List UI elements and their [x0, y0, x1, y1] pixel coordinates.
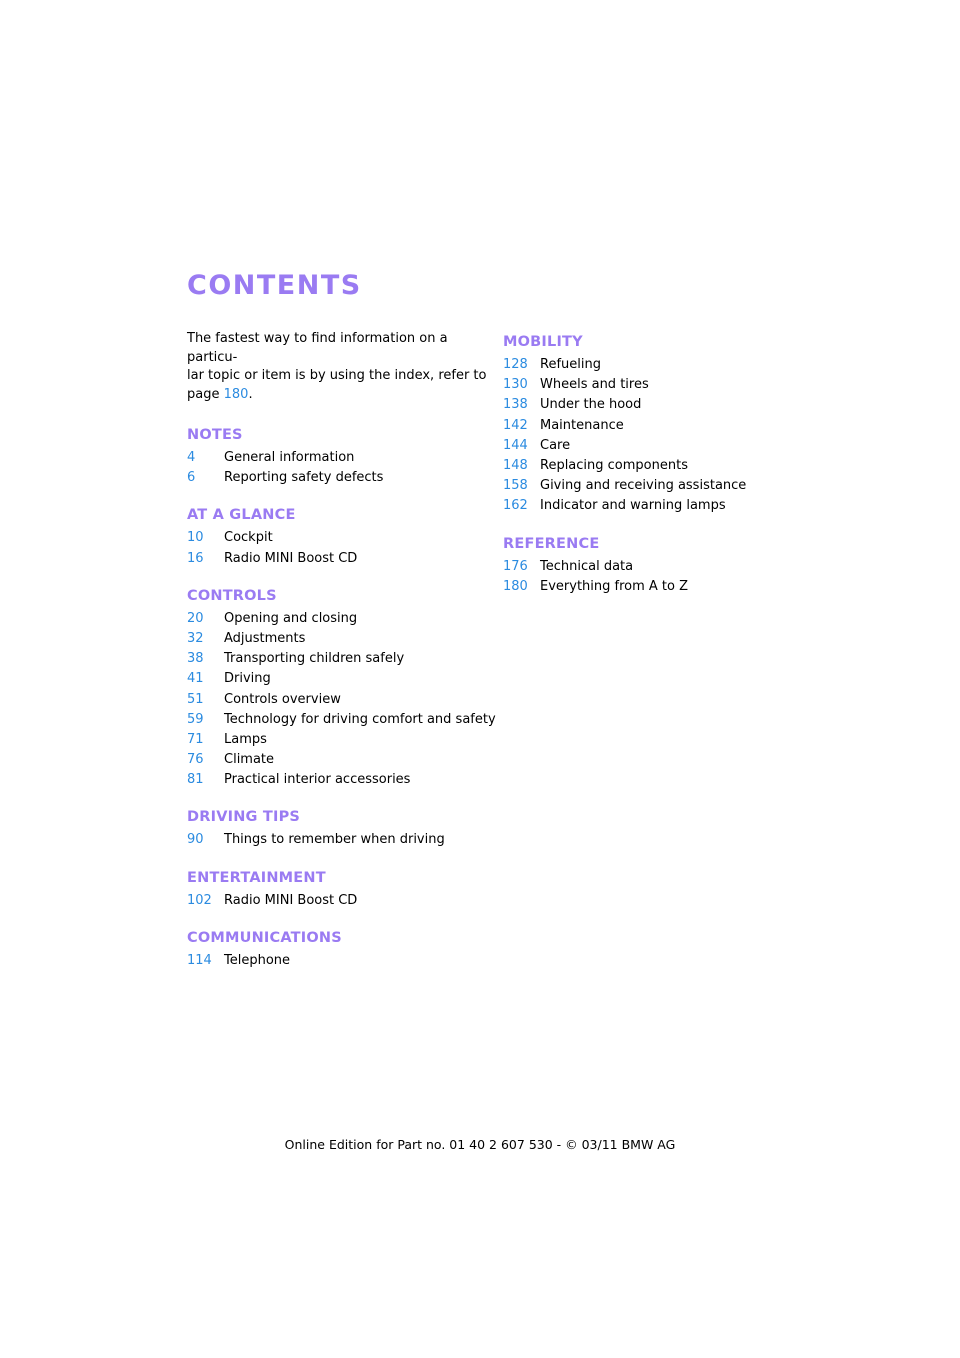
toc-item-things-to-remember-when-driving[interactable]	[187, 830, 487, 850]
toc-item-label: Adjustments	[224, 630, 306, 646]
section-notes	[187, 426, 487, 488]
section-driving-tips	[187, 808, 487, 850]
toc-page-number[interactable]: 114	[187, 952, 212, 968]
toc-page-number[interactable]: 102	[187, 892, 212, 908]
toc-item-reporting-safety-defects[interactable]	[187, 468, 487, 488]
toc-page-number[interactable]: 10	[187, 530, 204, 546]
toc-item-label: Reporting safety defects	[224, 470, 384, 486]
toc-item-practical-interior-accessories[interactable]	[187, 770, 487, 790]
toc-page-number[interactable]: 41	[187, 671, 204, 687]
toc-item-label: Giving and receiving assistance	[540, 478, 747, 494]
toc-page-number[interactable]: 59	[187, 711, 204, 727]
toc-item-general-information[interactable]	[187, 448, 487, 468]
toc-item-adjustments[interactable]	[187, 629, 487, 649]
toc-item-opening-and-closing[interactable]	[187, 609, 487, 629]
toc-page-number[interactable]: 176	[503, 558, 528, 574]
section-communications	[187, 929, 487, 971]
toc-item-label: Cockpit	[224, 530, 273, 546]
toc-item-lamps[interactable]	[187, 730, 487, 750]
intro-line-3-suffix: .	[248, 386, 253, 402]
section-reference	[503, 535, 803, 597]
toc-item-radio-mini-boost-cd[interactable]	[187, 549, 487, 569]
toc-page-number[interactable]: 32	[187, 630, 204, 646]
section-title: COMMUNICATIONS	[187, 929, 342, 946]
toc-item-label: Lamps	[224, 731, 267, 747]
section-title: NOTES	[187, 427, 243, 443]
toc-page-number[interactable]: 20	[187, 610, 204, 626]
toc-item-technical-data[interactable]	[503, 557, 803, 577]
toc-item-controls-overview[interactable]	[187, 690, 487, 710]
toc-page-number[interactable]: 162	[503, 498, 528, 514]
toc-page-number[interactable]: 71	[187, 731, 204, 747]
index-page-link[interactable]: 180	[223, 386, 249, 402]
section-mobility	[503, 333, 803, 517]
toc-item-indicator-and-warning-lamps[interactable]	[503, 496, 803, 516]
toc-item-label: Opening and closing	[224, 610, 358, 626]
intro-paragraph	[187, 330, 487, 404]
toc-page-number[interactable]: 180	[503, 578, 528, 594]
toc-column-right	[503, 333, 803, 615]
toc-item-label: Technology for driving comfort and safety	[224, 711, 496, 727]
toc-item-cockpit[interactable]	[187, 528, 487, 548]
toc-item-label: Transporting children safely	[224, 651, 405, 667]
toc-item-driving[interactable]	[187, 669, 487, 689]
toc-item-label: Controls overview	[224, 691, 341, 707]
toc-page-number[interactable]: 51	[187, 691, 204, 707]
toc-column-left	[187, 330, 496, 989]
intro-line-1: The fastest way to find information on a particu-	[187, 331, 448, 365]
toc-item-replacing-components[interactable]	[503, 456, 803, 476]
toc-item-label: Driving	[224, 671, 271, 687]
toc-page-number[interactable]: 128	[503, 357, 528, 372]
toc-page-number[interactable]: 138	[503, 397, 528, 413]
toc-page-number[interactable]: 4	[187, 450, 196, 465]
section-at-a-glance	[187, 506, 487, 568]
toc-item-climate[interactable]	[187, 750, 487, 770]
toc-item-label: Under the hood	[540, 397, 642, 413]
toc-page-number[interactable]: 90	[187, 832, 204, 848]
toc-item-care[interactable]	[503, 436, 803, 456]
toc-item-label: General information	[224, 450, 355, 465]
toc-page-number[interactable]: 6	[187, 470, 196, 486]
toc-item-wheels-and-tires[interactable]	[503, 375, 803, 395]
toc-item-label: Refueling	[540, 357, 601, 372]
toc-page-number[interactable]: 81	[187, 772, 204, 788]
section-title: ENTERTAINMENT	[187, 869, 326, 886]
section-title: MOBILITY	[503, 334, 583, 350]
toc-page-number[interactable]: 16	[187, 550, 204, 566]
page-title: CONTENTS	[187, 270, 362, 301]
toc-page-number[interactable]: 144	[503, 437, 528, 453]
footer-edition-note: Online Edition for Part no. 01 40 2 607 530 - © 03/11 BMW AG	[284, 1137, 676, 1152]
toc-item-label: Care	[540, 437, 571, 453]
sections-right	[503, 333, 803, 597]
toc-item-label: Everything from A to Z	[540, 578, 689, 594]
section-title: REFERENCE	[503, 535, 600, 552]
toc-item-transporting-children-safely[interactable]	[187, 649, 487, 669]
section-title: DRIVING TIPS	[187, 809, 301, 826]
intro-line-3-prefix: page	[187, 386, 224, 402]
toc-page-number[interactable]: 38	[187, 651, 204, 667]
toc-item-label: Replacing components	[540, 457, 688, 473]
toc-item-telephone[interactable]	[187, 951, 487, 971]
sections-left	[187, 426, 496, 971]
toc-page-number[interactable]: 158	[503, 478, 528, 494]
toc-item-everything-from-a-to-z[interactable]	[503, 577, 803, 597]
toc-item-label: Telephone	[224, 952, 291, 968]
toc-item-label: Maintenance	[540, 417, 624, 433]
section-entertainment	[187, 869, 487, 911]
toc-item-label: Radio MINI Boost CD	[224, 550, 358, 566]
toc-item-refueling[interactable]	[503, 355, 803, 375]
toc-item-label: Climate	[224, 752, 275, 768]
toc-item-radio-mini-boost-cd[interactable]	[187, 891, 487, 911]
toc-page-number[interactable]: 76	[187, 752, 204, 768]
toc-item-label: Things to remember when driving	[224, 832, 445, 848]
section-title: CONTROLS	[187, 587, 277, 604]
toc-page-number[interactable]: 148	[503, 457, 528, 473]
section-controls	[187, 587, 496, 791]
toc-page-number[interactable]: 142	[503, 417, 528, 433]
toc-item-label: Indicator and warning lamps	[540, 498, 726, 514]
toc-item-label: Radio MINI Boost CD	[224, 892, 358, 908]
toc-item-maintenance[interactable]	[503, 416, 803, 436]
toc-item-label: Wheels and tires	[540, 377, 649, 393]
toc-page-number[interactable]: 130	[503, 377, 528, 393]
toc-item-giving-and-receiving-assistance[interactable]	[503, 476, 803, 496]
section-title: AT A GLANCE	[187, 507, 296, 524]
toc-item-label: Practical interior accessories	[224, 772, 411, 788]
toc-item-label: Technical data	[540, 558, 634, 574]
toc-item-under-the-hood[interactable]	[503, 395, 803, 415]
toc-item-technology-for-driving-comfort-and-safety[interactable]	[187, 710, 496, 730]
intro-line-2: lar topic or item is by using the index, refer to	[187, 368, 487, 383]
